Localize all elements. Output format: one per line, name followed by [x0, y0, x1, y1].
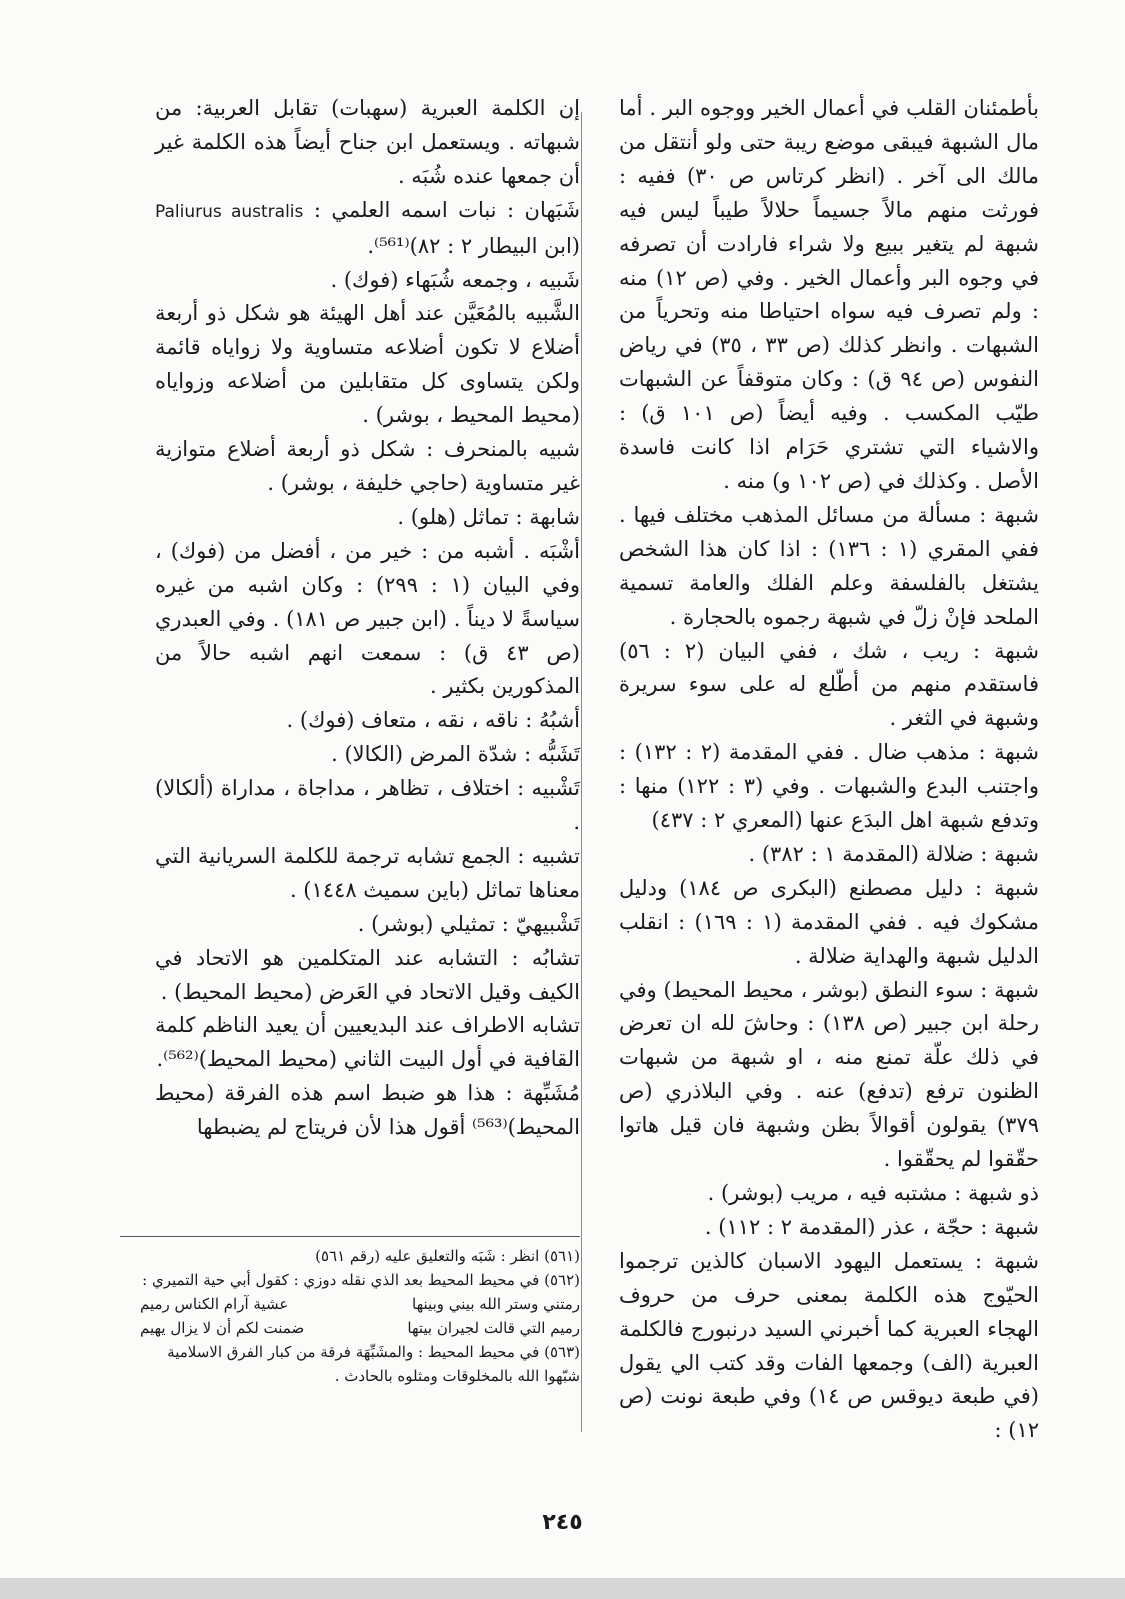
paragraph: شبهة : حجّة ، عذر (المقدمة ٢ : ١١٢) .	[704, 1214, 1039, 1239]
verse-line	[140, 1292, 580, 1316]
paragraph: شبيه بالمنحرف : شكل ذو أربعة أضلاع متوازية غير متساوية (حاجي خليفة ، بوشر) .	[155, 437, 580, 495]
left-column	[155, 92, 580, 1145]
footnote-563: (٥٦٣) في محيط المحيط : والمشَبِّهَة فرقة من كبار الفرق الاسلامية شبّهوا الله بالمخلوقات ومثلوه بالحادث .	[167, 1343, 580, 1385]
paragraph: شابهة : تماثل (هلو) .	[397, 504, 580, 529]
verse-line	[140, 1316, 580, 1340]
verse-hemistich: رمتني وستر الله بيني وبينها	[412, 1295, 580, 1313]
paragraph: تَشَبُّه : شدّة المرض (الكالا) .	[331, 742, 580, 767]
paragraph: بأطمئنان القلب في أعمال الخير ووجوه البر . أما مال الشبهة فيبقى موضع ريبة حتى ولو أنتقل من مالك الى آخر . (انظر كرتاس ص ٣٠) ففيه : فورثت منهم مالاً جسيماً حلالاً طيباً ليس فيه شبهة لم يتغير ببيع ولا شراء فارادت أن تصرفه في وجوه البر وأعمال الخير . وفي (ص ١٢) منه : ولم تصرف فيه سواه احتياطا منه وتحرياً من الشبهات . وانظر كذلك (ص ٣٣ ، ٣٥) في رياض النفوس (ص ٩٤ ق) : وكان متوقفاً عن الشبهات طيّب المكسب . وفيه أيضاً (ص ١٠١ ق) : والاشياء التي تشتري حَرَام اذا كانت فاسدة الأصل . وكذلك في (ص ١٠٢ و) منه .	[619, 96, 1040, 493]
paragraph: شبهة : سوء النطق (بوشر ، محيط المحيط) وفي رحلة ابن جبير (ص ١٣٨) : وحاشَ لله ان تعرض في ذلك علّة تمنع منه ، او شبهة من شبهات الظنون ترفع (تدفع) عنه . وفي البلاذري (ص ٣٧٩) يقولون أقوالاً بظن وشبهة فان قيل هاتوا حقّقوا لم يحقّقوا .	[619, 977, 1039, 1172]
verse-hemistich: ضمنت لكم أن لا يزال يهيم	[140, 1319, 305, 1337]
latin-term: Paliurus australis	[155, 201, 304, 222]
right-column	[619, 92, 1039, 1448]
paragraph: إن الكلمة العبرية (سهبات) تقابل العربية: من شبهاته . ويستعمل ابن جناح أيضاً هذه الكلمة غير أن جمعها عنده شُبَه .	[155, 96, 580, 188]
entry-text: شَبَهان : نبات اسمه العلمي :	[313, 197, 580, 222]
paragraph: تَشْبيه : اختلاف ، تظاهر ، مداجاة ، مداراة (ألكالا) .	[155, 776, 580, 835]
paragraph: ذو شبهة : مشتبه فيه ، مريب (بوشر) .	[707, 1181, 1039, 1205]
footnote-561: (٥٦١) انظر : شَبَه والتعليق عليه (رقم ٥٦١)	[315, 1247, 580, 1265]
paragraph: أشبُهُ : ناقه ، نقه ، متعاف (فوك) .	[286, 708, 580, 733]
footnote-562: (٥٦٢) في محيط المحيط بعد الذي نقله دوزي : كقول أبي حية التميري :	[142, 1271, 580, 1289]
paragraph: تشابُه : التشابه عند المتكلمين هو الاتحاد في الكيف وقيل الاتحاد في العَرض (محيط المحيط) .	[155, 945, 580, 1004]
paragraph: تشابه الاطراف عند البديعيين أن يعيد الناظم كلمة القافية في أول البيت الثاني (محيط المحيط)⁽⁵⁶²⁾.	[155, 1013, 580, 1072]
footnotes	[140, 1244, 580, 1388]
paragraph: تشبيه : الجمع تشابه ترجمة للكلمة السريانية التي معناها تماثل (باين سميث ١٤٤٨) .	[155, 843, 580, 902]
entry-source: (ابن البيطار ٢ : ٨٢)⁽⁵⁶¹⁾.	[367, 233, 580, 258]
verse-hemistich: عشية آرام الكناس رميم	[140, 1295, 289, 1313]
paragraph-with-latin	[155, 194, 580, 264]
paragraph: شبهة : دليل مصطنع (البكرى ص ١٨٤) ودليل مشكوك فيه . ففي المقدمة (١ : ١٦٩) : انقلب الدليل شبهة والهداية ضلالة .	[619, 875, 1039, 968]
paragraph: شبهة : ريب ، شك ، ففي البيان (٢ : ٥٦) فاستقدم منهم من أطّلع له على سوء سريرة وشبهة في الثغر .	[619, 638, 1039, 731]
paragraph: تَشْبيهيّ : تمثيلي (بوشر) .	[357, 911, 580, 936]
paragraph: شَبيه ، وجمعه شُبَهاء (فوك) .	[330, 267, 580, 292]
page-number: ٢٤٥	[542, 1510, 583, 1535]
footnote-divider	[120, 1236, 580, 1237]
paragraph: الشَّبيه بالمُعَيَّن عند أهل الهيئة هو شكل ذو أربعة أضلاع لا تكون أضلاعه متساوية ولا زواياه قائمة ولكن يتساوى كل متقابلين من أضلاعه وزواياه (محيط المحيط ، بوشر) .	[155, 301, 580, 428]
column-divider	[581, 112, 582, 1432]
paragraph: مُشَبِّهة : هذا هو ضبط اسم هذه الفرقة (محيط المحيط)⁽⁵⁶³⁾ أقول هذا لأن فريتاج لم يضبطها	[155, 1081, 580, 1140]
paragraph: شبهة : ضلالة (المقدمة ١ : ٣٨٢) .	[748, 841, 1039, 866]
paragraph: شبهة : مذهب ضال . ففي المقدمة (٢ : ١٣٢) : واجتنب البدع والشبهات . وفي (٣ : ١٢٢) منها : وتدفع شبهة اهل البدَع عنها (المعري ٢ : ٤٣٧)	[619, 740, 1039, 833]
paragraph: أشْبَه . أشبه من : خير من ، أفضل من (فوك) ، وفي البيان (١ : ٢٩٩) : وكان اشبه من غيره سياسةً لا ديناً . (ابن جبير ص ١٨١) . وفي العبدري (ص ٤٣ ق) : سمعت انهم اشبه حالاً من المذكورين بكثير .	[155, 538, 580, 699]
scan-edge	[0, 1578, 1125, 1599]
paragraph: شبهة : مسألة من مسائل المذهب مختلف فيها . ففي المقري (١ : ١٣٦) : اذا كان هذا الشخص يشتغل بالفلسفة وعلم الفلك والعامة تسمية الملحد فإنْ زلّ في شبهة رجموه بالحجارة .	[619, 502, 1039, 629]
verse-hemistich: رميم التي قالت لجيران بيتها	[407, 1319, 580, 1337]
paragraph: شبهة : يستعمل اليهود الاسبان كالذين ترجموا الحيّوج هذه الكلمة بمعنى حرف من حروف الهجاء العبرية كما أخبرني السيد درنبورج فالكلمة العبرية (الف) وجمعها الفات وقد كتب الي يقول (في طبعة ديوقس ص ١٤) وفي طبعة نونت (ص ١٢) :	[619, 1248, 1039, 1443]
